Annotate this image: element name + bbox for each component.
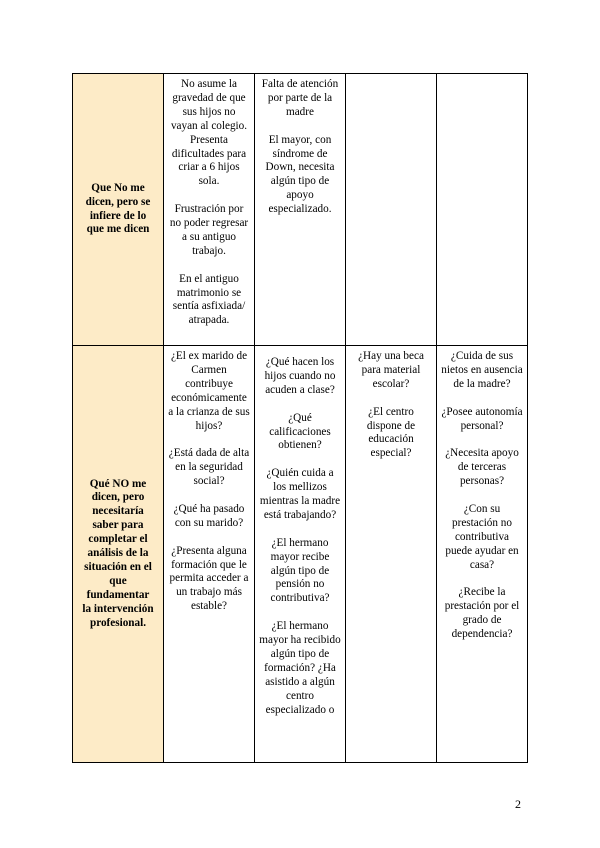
cell-paragraph: ¿Posee autonomía personal? — [441, 405, 523, 432]
table-cell-empty — [437, 74, 528, 346]
cell-paragraph: ¿Con su prestación no contributiva puede ayudar en casa? — [445, 502, 519, 571]
table-row — [73, 74, 528, 346]
cell-paragraph: ¿Quién cuida a los mellizos mientras la madre está trabajando? — [259, 467, 341, 521]
page-number: 2 — [515, 797, 521, 811]
cell-paragraph: ¿El centro dispone de educación especial? — [366, 405, 416, 460]
cell-paragraph: ¿Está dada de alta en la seguridad social? — [168, 447, 250, 488]
cell-paragraph: No asume la gravedad de que sus hijos no vayan al colegio. Presenta dificultades para criar a 6 hijos sola. — [170, 78, 248, 188]
table-cell — [346, 346, 437, 763]
cell-paragraph: ¿El hermano mayor ha recibido algún tipo de formación? ¿Ha asistido a algún centro especializado o — [259, 620, 341, 716]
cell-paragraph: ¿Qué hacen los hijos cuando no acuden a clase? — [264, 356, 336, 396]
analysis-table — [72, 73, 528, 763]
cell-paragraph: Frustración por no poder regresar a su antiguo trabajo. — [169, 203, 249, 257]
row-label: Qué NO me dicen, pero necesitaría saber para completar el análisis de la situación en el que fundamentar la intervención profesional. — [73, 346, 164, 763]
row-label: Que No me dicen, pero se infiere de lo que me dicen — [73, 74, 164, 346]
table-cell-empty — [346, 74, 437, 346]
cell-paragraph: ¿El ex marido de Carmen contribuye económicamente a la crianza de sus hijos? — [168, 350, 250, 432]
cell-paragraph: ¿El hermano mayor recibe algún tipo de pensión no contributiva? — [270, 536, 330, 605]
cell-paragraph: Falta de atención por parte de la madre — [261, 78, 339, 118]
table-cell — [164, 74, 255, 346]
table-cell — [255, 346, 346, 763]
cell-paragraph: ¿Qué ha pasado con su marido? — [173, 502, 245, 529]
cell-paragraph: ¿Hay una beca para material escolar? — [358, 350, 424, 390]
cell-paragraph: ¿Necesita apoyo de terceras personas? — [445, 447, 519, 488]
cell-paragraph: ¿Presenta alguna formación que le permita acceder a un trabajo más estable? — [169, 544, 249, 613]
cell-paragraph: El mayor, con síndrome de Down, necesita algún tipo de apoyo especializado. — [265, 133, 335, 216]
table-cell — [255, 74, 346, 346]
table-cell — [437, 346, 528, 763]
cell-paragraph: ¿Cuida de sus nietos en ausencia de la madre? — [441, 350, 523, 390]
cell-paragraph: ¿Recibe la prestación por el grado de dependencia? — [444, 586, 520, 641]
table-row — [73, 346, 528, 763]
table-cell — [164, 346, 255, 763]
cell-paragraph: En el antiguo matrimonio se sentía asfixiada/ atrapada. — [172, 272, 246, 327]
cell-paragraph: ¿Qué calificaciones obtienen? — [269, 411, 331, 452]
